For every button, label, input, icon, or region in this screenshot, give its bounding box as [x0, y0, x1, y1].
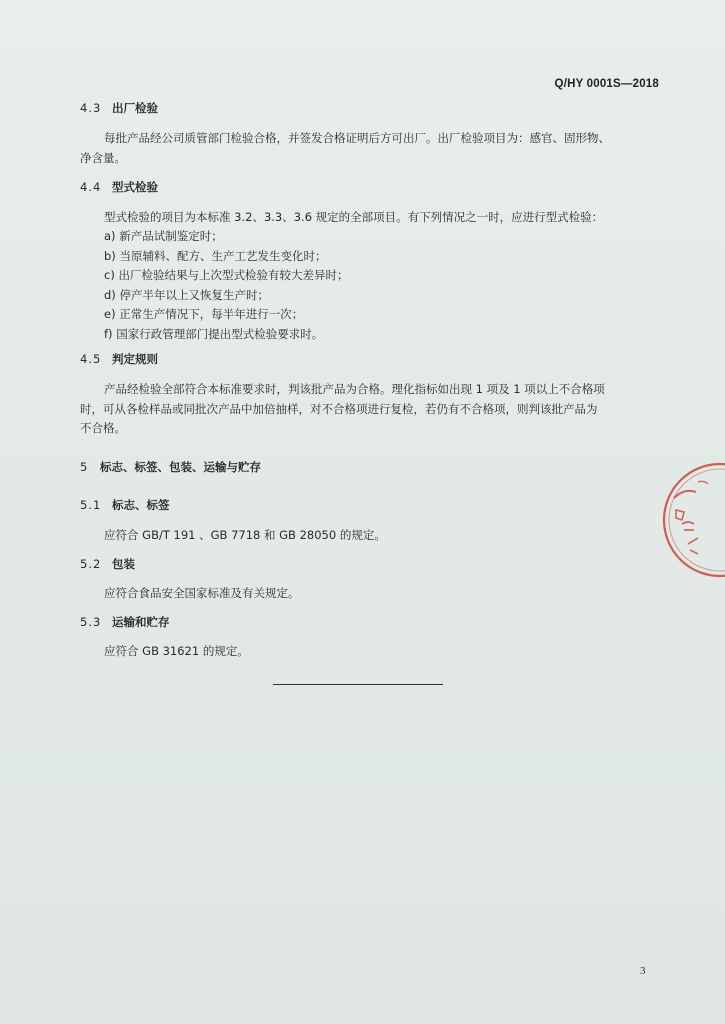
section-heading-4-3 [80, 101, 158, 115]
list-item: a) 新产品试制鉴定时； [104, 229, 223, 243]
section-heading-5-3 [80, 615, 170, 629]
section-number: 5.3 [80, 615, 102, 629]
list-item: c) 出厂检验结果与上次型式检验有较大差异时； [104, 268, 349, 282]
paragraph-line: 应符合 GB 31621 的规定。 [104, 644, 249, 658]
section-heading-4-4 [80, 180, 158, 194]
section-title: 标志、标签 [112, 498, 170, 512]
section-title: 标志、标签、包装、运输与贮存 [100, 460, 261, 474]
section-heading-5-1 [80, 498, 170, 512]
standard-code: Q/HY 0001S—2018 [554, 78, 659, 90]
chapter-heading-5 [80, 460, 261, 474]
section-title: 运输和贮存 [112, 615, 170, 629]
section-number: 5.2 [80, 557, 102, 571]
list-item: f) 国家行政管理部门提出型式检验要求时。 [104, 327, 324, 341]
list-item: d) 停产半年以上又恢复生产时； [104, 288, 269, 302]
paragraph-line: 产品经检验全部符合本标准要求时，判该批产品为合格。理化指标如出现 1 项及 1 项以上不合格项 [104, 382, 605, 396]
company-seal-stamp [660, 458, 725, 588]
section-title: 出厂检验 [112, 101, 158, 115]
section-number: 4.4 [80, 180, 102, 194]
section-number: 4.5 [80, 352, 102, 366]
paragraph-line: 不合格。 [80, 421, 126, 435]
end-rule [273, 684, 443, 685]
section-number: 5.1 [80, 498, 102, 512]
section-heading-5-2 [80, 557, 135, 571]
paragraph-line: 净含量。 [80, 151, 126, 165]
paragraph-line: 时，可从各检样品或同批次产品中加倍抽样，对不合格项进行复检，若仍有不合格项，则判该批产品为 [80, 402, 598, 416]
section-heading-4-5 [80, 352, 158, 366]
paragraph-line: 应符合食品安全国家标准及有关规定。 [104, 586, 300, 600]
list-item: e) 正常生产情况下，每半年进行一次； [104, 307, 304, 321]
paragraph-line: 应符合 GB/T 191 、GB 7718 和 GB 28050 的规定。 [104, 528, 386, 542]
list-item: b) 当原辅料、配方、生产工艺发生变化时； [104, 249, 327, 263]
paragraph-line: 每批产品经公司质管部门检验合格，并签发合格证明后方可出厂。出厂检验项目为：感官、固形物、 [104, 131, 610, 145]
section-number: 4.3 [80, 101, 102, 115]
section-number: 5 [80, 460, 89, 474]
page-number: 3 [640, 965, 646, 977]
section-title: 型式检验 [112, 180, 158, 194]
section-title: 包装 [112, 557, 135, 571]
section-title: 判定规则 [112, 352, 158, 366]
paragraph-line: 型式检验的项目为本标准 3.2、3.3、3.6 规定的全部项目。有下列情况之一时，应进行型式检验： [104, 210, 604, 224]
